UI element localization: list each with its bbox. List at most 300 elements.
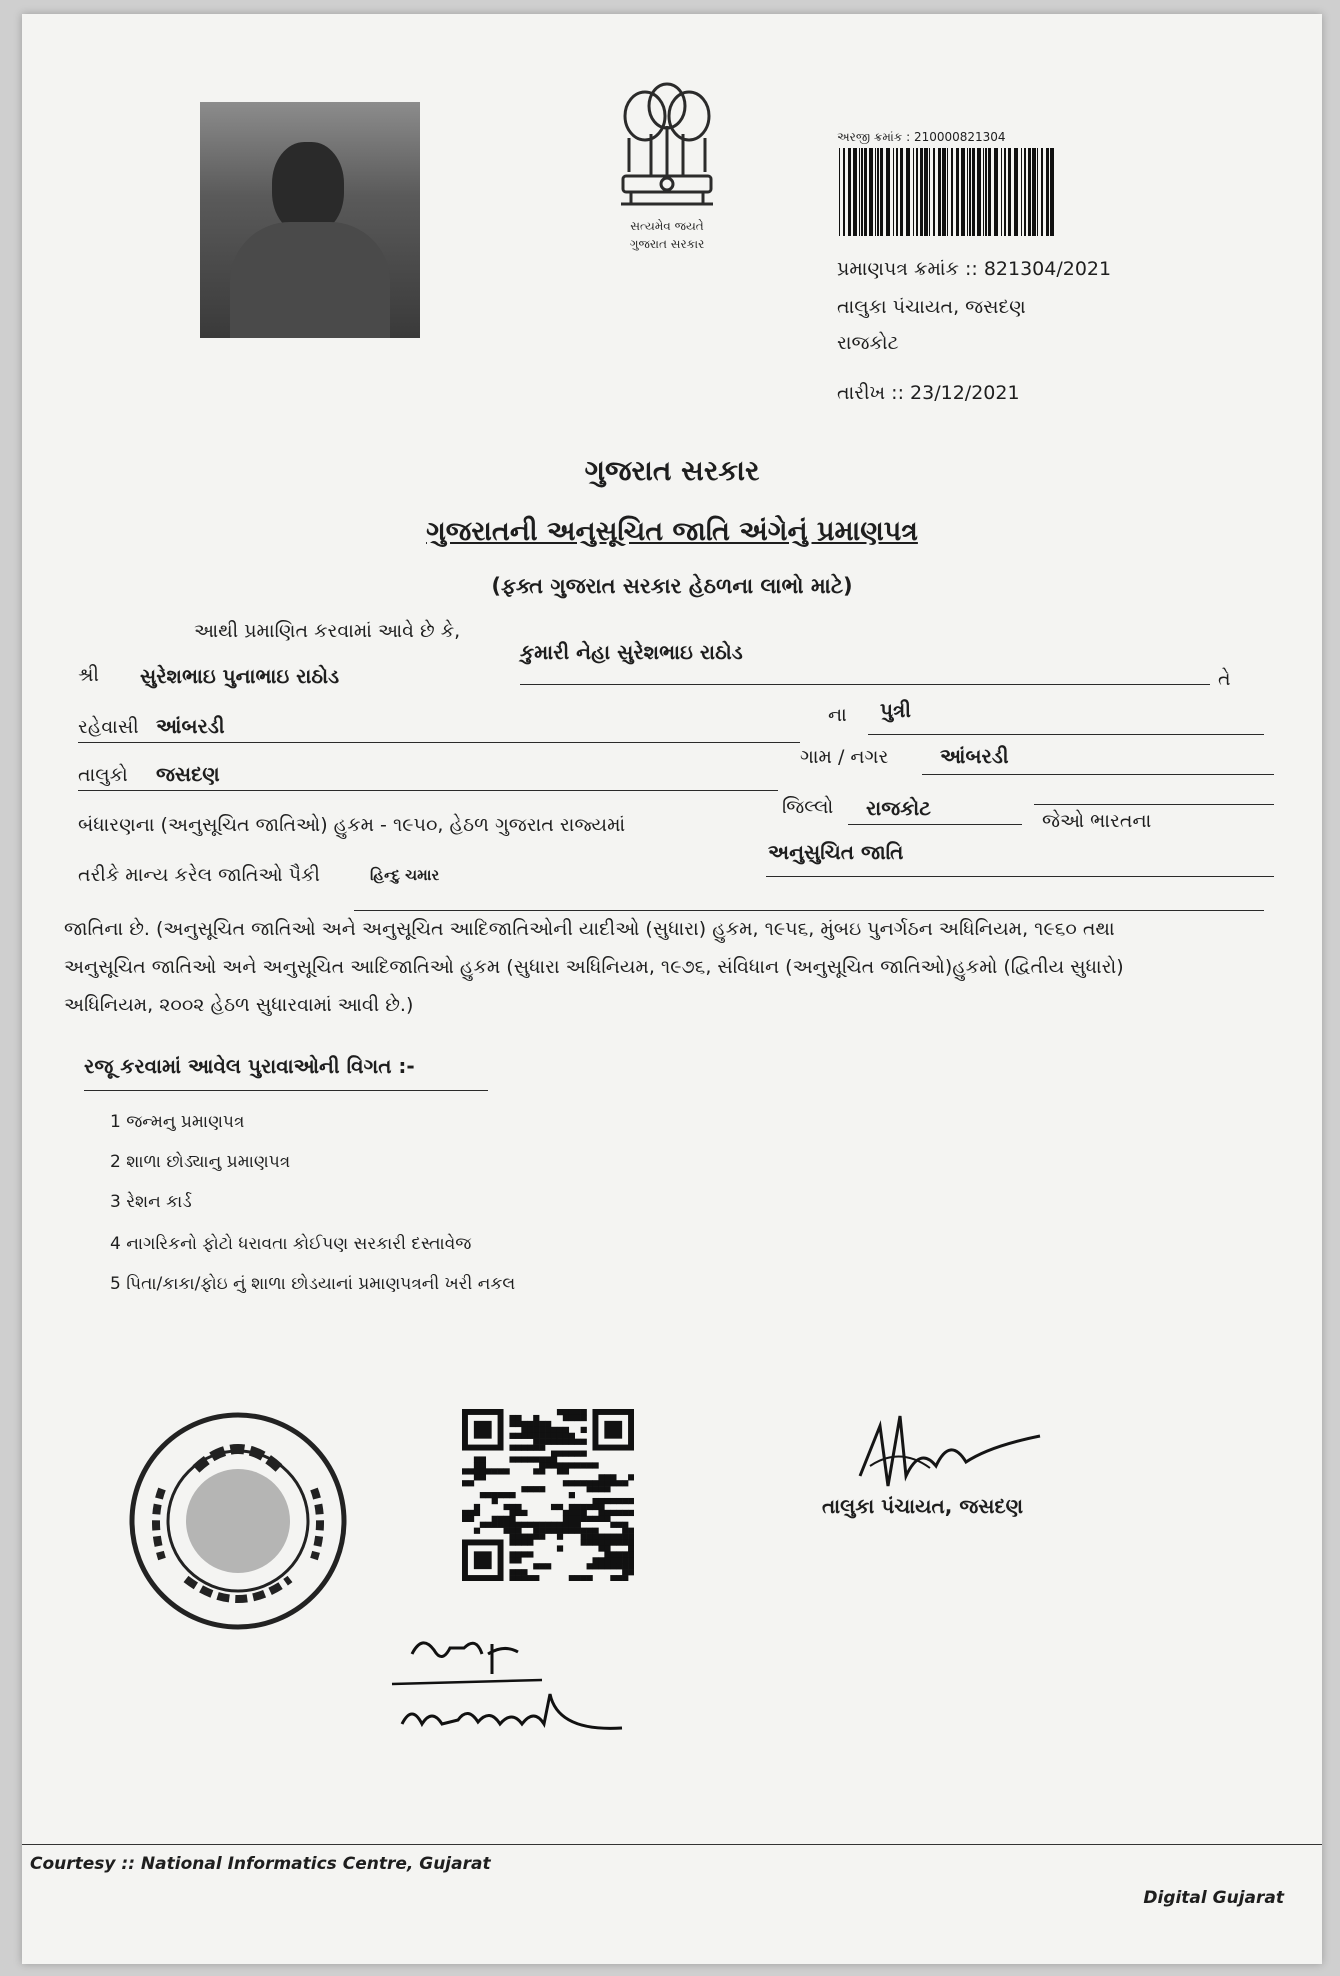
barcode-bar xyxy=(969,148,971,236)
qr-module xyxy=(610,1575,616,1581)
qr-module xyxy=(557,1409,563,1415)
recognized-text: તરીકે માન્ય કરેલ જાતિઓ પૈકી xyxy=(78,864,320,886)
qr-module xyxy=(592,1557,598,1563)
qr-module xyxy=(557,1522,563,1528)
barcode-bar xyxy=(1028,148,1031,236)
qr-module xyxy=(598,1498,604,1504)
qr-module xyxy=(557,1528,563,1534)
qr-module xyxy=(521,1510,527,1516)
qr-module xyxy=(575,1504,581,1510)
qr-module xyxy=(610,1510,616,1516)
qr-module xyxy=(521,1551,527,1557)
qr-module xyxy=(604,1516,610,1522)
qr-module xyxy=(551,1528,557,1534)
barcode-bar xyxy=(961,148,965,236)
evidence-item-1: 1 જન્મનુ પ્રમાણપત્ર xyxy=(110,1112,245,1132)
qr-module xyxy=(598,1510,604,1516)
qr-module xyxy=(468,1468,474,1474)
qr-module xyxy=(515,1445,521,1451)
qr-module xyxy=(539,1462,545,1468)
qr-module xyxy=(592,1504,598,1510)
barcode-bar xyxy=(924,148,928,236)
qr-module xyxy=(587,1563,593,1569)
qr-module xyxy=(563,1516,569,1522)
qr-module xyxy=(587,1462,593,1468)
district-line-right xyxy=(1034,804,1274,805)
qr-module xyxy=(515,1456,521,1462)
qr-module xyxy=(569,1510,575,1516)
qr-module xyxy=(492,1492,498,1498)
qr-module xyxy=(521,1575,527,1581)
shri-label: શ્રી xyxy=(78,664,99,686)
qr-module xyxy=(604,1510,610,1516)
qr-module xyxy=(610,1539,616,1545)
certificate-page xyxy=(22,14,1322,1964)
qr-module xyxy=(581,1534,587,1540)
qr-module xyxy=(474,1462,480,1468)
qr-module xyxy=(575,1462,581,1468)
qr-module xyxy=(545,1427,551,1433)
qr-module xyxy=(587,1516,593,1522)
barcode-bar xyxy=(900,148,903,236)
qr-module xyxy=(498,1516,504,1522)
evidence-item-4: 4 નાગરિકનો ફોટો ધરાવતા કોઈપણ સરકારી દસ્તાવેજ xyxy=(110,1234,472,1254)
qr-module xyxy=(575,1480,581,1486)
qr-module xyxy=(575,1451,581,1457)
qr-module xyxy=(569,1451,575,1457)
category-value: અનુસુચિત જાતિ xyxy=(768,840,904,864)
qr-module xyxy=(563,1409,569,1415)
barcode xyxy=(837,148,1059,236)
district-label: જિલ્લો xyxy=(782,796,834,818)
qr-module xyxy=(492,1516,498,1522)
qr-module xyxy=(604,1498,610,1504)
certificate-number-label: પ્રમાણપત્ર ક્રમાંક :: xyxy=(837,258,978,280)
qr-module xyxy=(480,1462,486,1468)
qr-module xyxy=(462,1468,468,1474)
qr-module xyxy=(527,1534,533,1540)
qr-module xyxy=(616,1480,622,1486)
barcode-bar xyxy=(983,148,984,236)
qr-module xyxy=(563,1468,569,1474)
qr-module xyxy=(587,1486,593,1492)
qr-module xyxy=(557,1462,563,1468)
qr-module xyxy=(539,1421,545,1427)
qr-module xyxy=(581,1415,587,1421)
qr-module xyxy=(628,1539,634,1545)
qr-module xyxy=(539,1456,545,1462)
qr-module xyxy=(462,1480,468,1486)
evidence-item-3: 3 રેશન કાર્ડ xyxy=(110,1192,192,1212)
barcode-bar xyxy=(1008,148,1011,236)
qr-module xyxy=(592,1498,598,1504)
qr-module xyxy=(622,1522,628,1528)
qr-module xyxy=(486,1522,492,1528)
qr-module xyxy=(592,1534,598,1540)
qr-module xyxy=(628,1498,634,1504)
qr-module xyxy=(598,1534,604,1540)
barcode-bar xyxy=(920,148,923,236)
qr-module xyxy=(557,1451,563,1457)
qr-module xyxy=(533,1486,539,1492)
qr-module xyxy=(533,1421,539,1427)
qr-module xyxy=(545,1421,551,1427)
issuing-office: તાલુકા પંચાયત, જસદણ xyxy=(837,296,1026,318)
qr-module xyxy=(509,1516,515,1522)
qr-module xyxy=(509,1534,515,1540)
qr-module xyxy=(533,1528,539,1534)
qr-module xyxy=(604,1486,610,1492)
qr-module xyxy=(515,1510,521,1516)
village-label: ગામ / નગર xyxy=(800,746,889,768)
qr-module xyxy=(515,1575,521,1581)
state-emblem xyxy=(592,76,742,261)
father-name: સુરેશભાઇ પુનાભાઇ રાઠોડ xyxy=(140,664,340,688)
qr-module xyxy=(587,1534,593,1540)
barcode-bar xyxy=(933,148,935,236)
qr-module xyxy=(592,1486,598,1492)
qr-module xyxy=(598,1474,604,1480)
qr-module xyxy=(474,1504,480,1510)
barcode-bar xyxy=(1046,148,1049,236)
qr-module xyxy=(468,1510,474,1516)
qr-module xyxy=(509,1456,515,1462)
applicant-name-line xyxy=(520,684,1210,685)
qr-module xyxy=(563,1510,569,1516)
barcode-bar xyxy=(843,148,845,236)
certificate-number-value: 821304/2021 xyxy=(983,258,1112,280)
barcode-bar xyxy=(877,148,879,236)
application-number-value: 210000821304 xyxy=(913,130,1006,144)
qr-module xyxy=(521,1445,527,1451)
qr-module xyxy=(521,1433,527,1439)
qr-module xyxy=(598,1545,604,1551)
qr-module xyxy=(545,1462,551,1468)
qr-module xyxy=(539,1433,545,1439)
qr-module xyxy=(515,1551,521,1557)
qr-module xyxy=(545,1528,551,1534)
qr-module xyxy=(498,1522,504,1528)
qr-module xyxy=(569,1504,575,1510)
qr-module xyxy=(515,1504,521,1510)
qr-module xyxy=(468,1516,474,1522)
applicant-photo xyxy=(200,102,420,338)
qr-module xyxy=(628,1474,634,1480)
qr-module xyxy=(474,1468,480,1474)
qr-module xyxy=(545,1522,551,1528)
barcode-bar xyxy=(938,148,941,236)
qr-module xyxy=(515,1534,521,1540)
qr-module xyxy=(498,1492,504,1498)
qr-module xyxy=(587,1528,593,1534)
qr-module xyxy=(533,1439,539,1445)
qr-module xyxy=(527,1522,533,1528)
footer-digital-gujarat: Digital Gujarat xyxy=(1143,1888,1284,1908)
barcode-bar xyxy=(1004,148,1006,236)
qr-module xyxy=(504,1528,510,1534)
qr-module xyxy=(581,1510,587,1516)
barcode-bar xyxy=(839,148,840,236)
qr-module xyxy=(563,1433,569,1439)
qr-module xyxy=(604,1557,610,1563)
qr-module xyxy=(598,1539,604,1545)
qr-module xyxy=(515,1415,521,1421)
qr-module xyxy=(622,1534,628,1540)
barcode-bar xyxy=(861,148,863,236)
qr-module xyxy=(628,1557,634,1563)
district-line xyxy=(848,824,1022,825)
qr-module xyxy=(545,1439,551,1445)
qr-module xyxy=(498,1468,504,1474)
qr-module xyxy=(515,1557,521,1563)
qr-module xyxy=(527,1486,533,1492)
legal-paragraph-line-1: જાતિના છે. (અનુસૂચિત જાતિઓ અને અનુસૂચિત આદિજાતિઓની યાદીઓ (સુધારા) હુકમ, ૧૯૫૬, મુંબઇ પુનર્ગઠન અધિનિયમ, ૧૯૬૦ તથા xyxy=(64,918,1115,940)
application-number-label: અરજી ક્રમાંક : xyxy=(837,130,911,144)
qr-module xyxy=(628,1569,634,1575)
qr-module xyxy=(610,1551,616,1557)
qr-module xyxy=(551,1462,557,1468)
order-text: બંધારણના (અનુસૂચિત જાતિઓ) હુકમ - ૧૯૫૦, હેઠળ ગુજરાત રાજ્યમાં xyxy=(78,814,626,836)
barcode-bar xyxy=(977,148,981,236)
barcode-bar xyxy=(942,148,946,236)
qr-module xyxy=(616,1522,622,1528)
issue-date-value: 23/12/2021 xyxy=(910,382,1020,404)
te-label: તે xyxy=(1218,668,1231,690)
barcode-bar xyxy=(1037,148,1038,236)
qr-module xyxy=(527,1551,533,1557)
qr-module xyxy=(509,1433,515,1439)
qr-module xyxy=(504,1516,510,1522)
qr-module xyxy=(557,1504,563,1510)
qr-module xyxy=(616,1510,622,1516)
barcode-bar xyxy=(886,148,890,236)
qr-module xyxy=(610,1563,616,1569)
qr-module xyxy=(575,1516,581,1522)
barcode-bar xyxy=(906,148,910,236)
qr-module xyxy=(575,1439,581,1445)
qr-module xyxy=(486,1468,492,1474)
qr-module xyxy=(527,1539,533,1545)
qr-module xyxy=(604,1551,610,1557)
verification-qr-code xyxy=(462,1409,634,1581)
qr-module xyxy=(533,1415,539,1421)
qr-module xyxy=(515,1569,521,1575)
qr-module xyxy=(569,1433,575,1439)
qr-module xyxy=(616,1563,622,1569)
qr-module xyxy=(610,1498,616,1504)
qr-module xyxy=(598,1516,604,1522)
qr-module xyxy=(622,1563,628,1569)
barcode-bar xyxy=(896,148,898,236)
india-text: જેઓ ભારતના xyxy=(1042,810,1152,832)
qr-module xyxy=(527,1421,533,1427)
qr-module xyxy=(581,1516,587,1522)
qr-module xyxy=(539,1427,545,1433)
qr-module xyxy=(504,1504,510,1510)
qr-module xyxy=(521,1522,527,1528)
qr-module xyxy=(533,1445,539,1451)
barcode-bar xyxy=(1050,148,1054,236)
barcode-bar xyxy=(848,148,851,236)
qr-module xyxy=(533,1433,539,1439)
qr-module xyxy=(492,1468,498,1474)
qr-module xyxy=(486,1492,492,1498)
qr-module xyxy=(604,1474,610,1480)
officer-signature xyxy=(840,1406,1060,1506)
qr-module xyxy=(509,1522,515,1528)
qr-module xyxy=(622,1569,628,1575)
qr-module xyxy=(581,1480,587,1486)
qr-module xyxy=(551,1522,557,1528)
qr-module xyxy=(581,1575,587,1581)
qr-module xyxy=(509,1528,515,1534)
qr-module xyxy=(521,1569,527,1575)
qr-finder xyxy=(474,1551,492,1569)
qr-module xyxy=(575,1409,581,1415)
qr-module xyxy=(628,1551,634,1557)
qr-module xyxy=(569,1528,575,1534)
qr-module xyxy=(545,1456,551,1462)
qr-module xyxy=(557,1427,563,1433)
emblem-motto: સત્યમેવ જયતે xyxy=(630,219,704,233)
qr-module xyxy=(592,1516,598,1522)
qr-module xyxy=(563,1427,569,1433)
application-number xyxy=(837,130,1006,145)
signature-caption: તાલુકા પંચાયત, જસદણ xyxy=(822,1494,1024,1518)
taluka-label: તાલુકો xyxy=(78,764,128,786)
qr-module xyxy=(569,1480,575,1486)
qr-module xyxy=(598,1480,604,1486)
qr-module xyxy=(509,1421,515,1427)
qr-module xyxy=(462,1516,468,1522)
qr-module xyxy=(598,1563,604,1569)
qr-module xyxy=(492,1522,498,1528)
qr-module xyxy=(575,1522,581,1528)
barcode-bar xyxy=(859,148,860,236)
qr-module xyxy=(509,1492,515,1498)
issue-date xyxy=(837,382,1020,404)
qr-module xyxy=(533,1427,539,1433)
evidence-item-5: 5 પિતા/કાકા/ફોઇ નું શાળા છોડયાનાં પ્રમાણપત્રની ખરી નકલ xyxy=(110,1274,516,1294)
qr-module xyxy=(539,1534,545,1540)
qr-module xyxy=(539,1528,545,1534)
qr-module xyxy=(563,1528,569,1534)
qr-module xyxy=(563,1462,569,1468)
qr-module xyxy=(504,1468,510,1474)
issuing-district: રાજકોટ xyxy=(837,332,899,354)
barcode-bar xyxy=(947,148,948,236)
barcode-bar xyxy=(1014,148,1018,236)
qr-module xyxy=(533,1575,539,1581)
certificate-title: ગુજરાતની અનુસૂચિત જાતિ અંગેનું પ્રમાણપત્ર xyxy=(426,516,918,547)
qr-module xyxy=(622,1480,628,1486)
qr-module xyxy=(569,1516,575,1522)
qr-module xyxy=(468,1480,474,1486)
qr-module xyxy=(527,1427,533,1433)
qr-finder xyxy=(474,1421,492,1439)
qr-finder xyxy=(604,1421,622,1439)
village-line xyxy=(922,774,1274,775)
evidence-item-2: 2 શાળા છોડ્યાનુ પ્રમાણપત્ર xyxy=(110,1152,291,1172)
qr-module xyxy=(628,1534,634,1540)
legal-paragraph-line-3: અધિનિયમ, ૨૦૦૨ હેઠળ સુધારવામાં આવી છે.) xyxy=(64,994,414,1016)
qr-module xyxy=(563,1415,569,1421)
qr-module xyxy=(557,1468,563,1474)
qr-module xyxy=(545,1433,551,1439)
qr-module xyxy=(557,1433,563,1439)
qr-module xyxy=(581,1504,587,1510)
qr-module xyxy=(575,1528,581,1534)
village-value: આંબરડી xyxy=(940,744,1009,768)
qr-module xyxy=(563,1451,569,1457)
qr-module xyxy=(628,1545,634,1551)
qr-module xyxy=(569,1492,575,1498)
qr-module xyxy=(569,1439,575,1445)
qr-module xyxy=(509,1504,515,1510)
qr-module xyxy=(587,1539,593,1545)
barcode-bar xyxy=(880,148,883,236)
certificate-subtitle: (ફક્ત ગુજરાત સરકાર હેઠળના લાભો માટે) xyxy=(491,574,853,598)
barcode-bar xyxy=(916,148,918,236)
qr-module xyxy=(533,1456,539,1462)
qr-module xyxy=(604,1563,610,1569)
photo-body xyxy=(230,222,390,338)
qr-module xyxy=(509,1575,515,1581)
qr-module xyxy=(521,1539,527,1545)
resident-line xyxy=(78,742,800,743)
qr-module xyxy=(527,1456,533,1462)
qr-module xyxy=(592,1539,598,1545)
barcode-bar xyxy=(1001,148,1002,236)
qr-module xyxy=(575,1575,581,1581)
qr-module xyxy=(509,1445,515,1451)
qr-module xyxy=(480,1474,486,1480)
barcode-bar xyxy=(1021,148,1022,236)
barcode-bar xyxy=(929,148,930,236)
qr-module xyxy=(598,1557,604,1563)
emblem-caption: ગુજરાત સરકાર xyxy=(629,237,705,251)
barcode-bar xyxy=(988,148,991,236)
qr-module xyxy=(462,1510,468,1516)
na-label: ના xyxy=(828,704,847,726)
qr-module xyxy=(622,1539,628,1545)
qr-module xyxy=(628,1510,634,1516)
qr-module xyxy=(515,1528,521,1534)
qr-module xyxy=(604,1539,610,1545)
qr-module xyxy=(551,1504,557,1510)
legal-paragraph xyxy=(64,910,1274,1024)
qr-module xyxy=(527,1575,533,1581)
barcode-bar xyxy=(985,148,987,236)
qr-module xyxy=(480,1456,486,1462)
qr-module xyxy=(610,1534,616,1540)
qr-module xyxy=(563,1439,569,1445)
panchayat-seal xyxy=(126,1409,350,1633)
certificate-number xyxy=(837,258,1111,280)
barcode-bar xyxy=(951,148,953,236)
qr-module xyxy=(474,1510,480,1516)
qr-module xyxy=(563,1480,569,1486)
qr-module xyxy=(604,1480,610,1486)
qr-module xyxy=(551,1427,557,1433)
applicant-name: કુમારી નેહા સુરેશભાઇ રાઠોડ xyxy=(520,640,743,664)
barcode-bar xyxy=(1024,148,1026,236)
barcode-bar xyxy=(1041,148,1043,236)
qr-module xyxy=(551,1451,557,1457)
qr-module xyxy=(628,1563,634,1569)
qr-module xyxy=(569,1575,575,1581)
taluka-value: જસદણ xyxy=(156,762,220,786)
